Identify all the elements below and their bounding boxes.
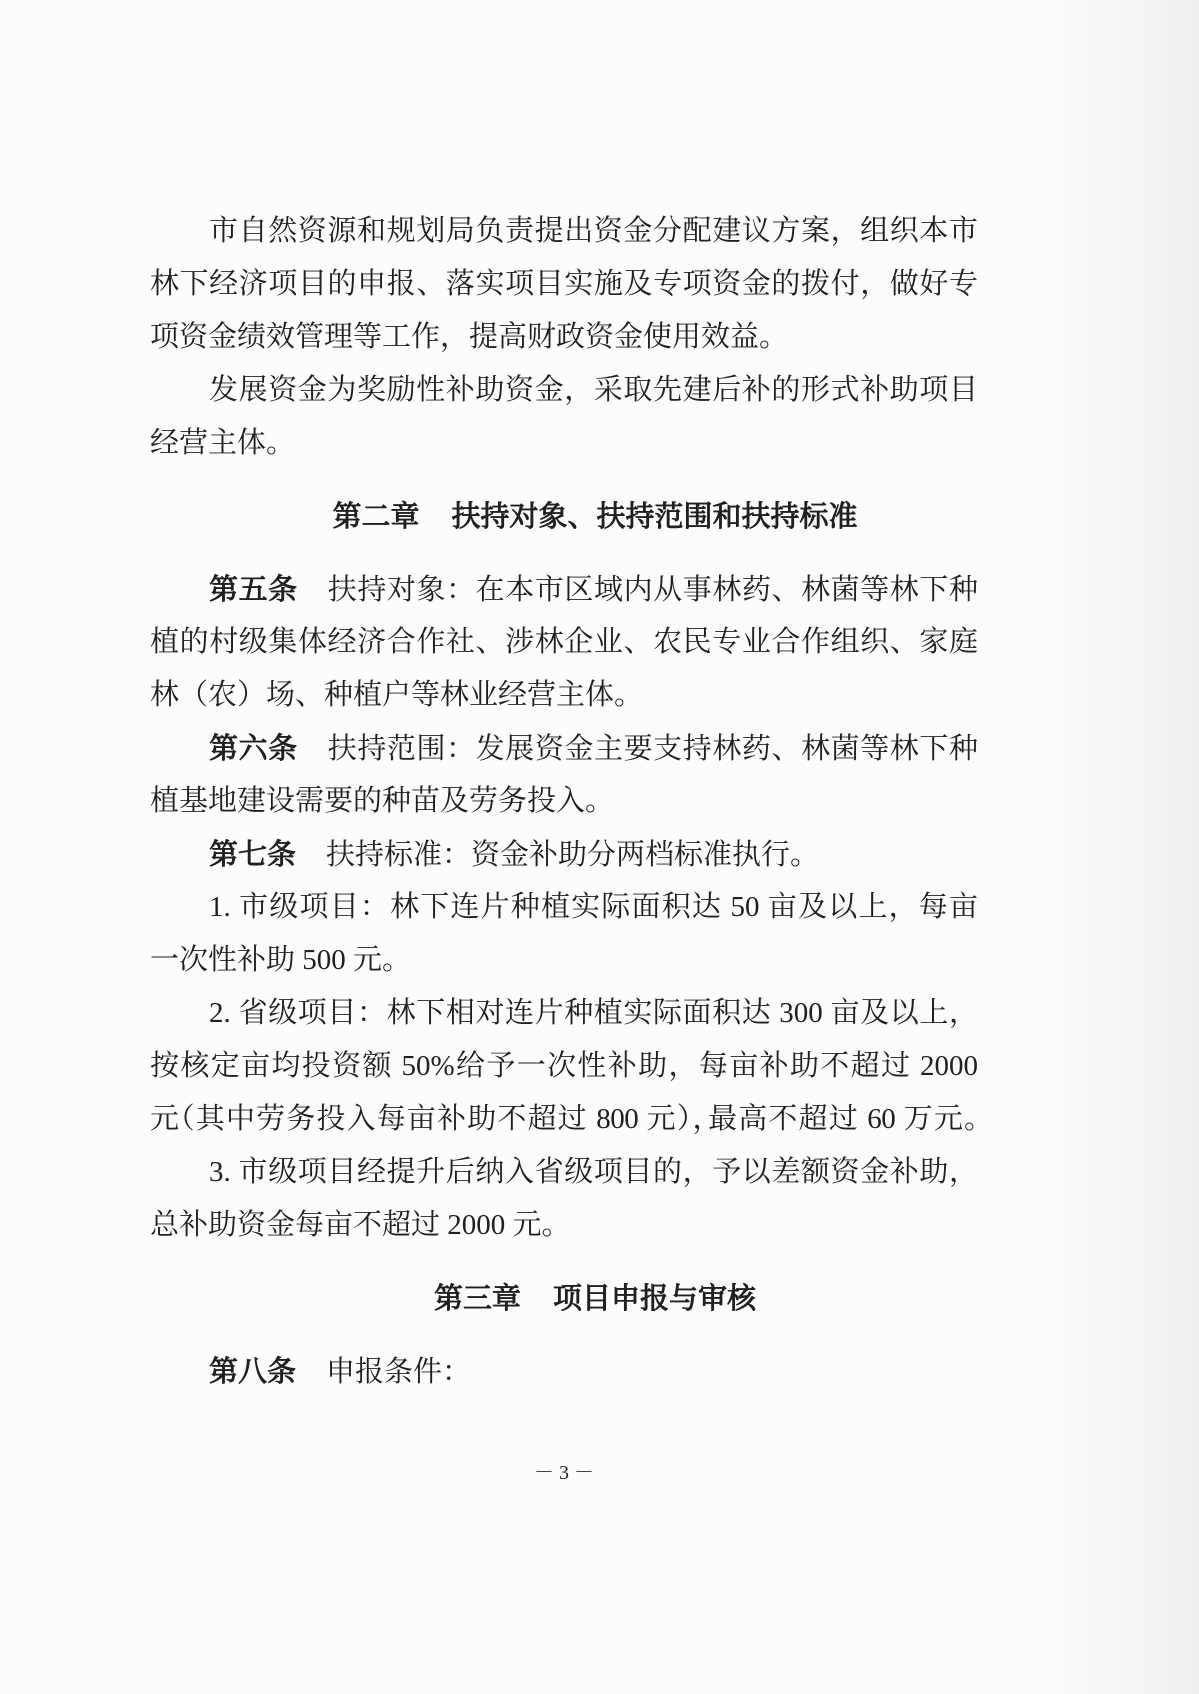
list-item xyxy=(150,1146,978,1252)
article-text: 扶持标准：资金补助分两档标准执行。 xyxy=(326,839,820,871)
article-7 xyxy=(150,828,978,1252)
list-item xyxy=(150,987,978,1146)
text-line: 经营主体。 xyxy=(150,427,296,459)
text-line: 林（农）场、种植户等林业经营主体。 xyxy=(150,679,644,711)
text-line xyxy=(150,722,978,775)
article-label: 第七条 xyxy=(209,837,297,871)
article-label: 第五条 xyxy=(209,572,298,606)
chapter-heading xyxy=(150,1272,978,1325)
text-line: 植的村级集体经济合作社、涉林企业、农民专业合作组织、家庭 xyxy=(150,626,978,658)
chapter-title: 项目申报与审核 xyxy=(553,1281,757,1315)
article-8 xyxy=(150,1345,978,1398)
text-line: 一次性补助 500 元。 xyxy=(150,944,412,976)
paragraph-fund-nature xyxy=(150,364,978,470)
text-line xyxy=(150,1345,978,1398)
text-line: 1. 市级项目：林下连片种植实际面积达 50 亩及以上，每亩 xyxy=(209,891,978,923)
text-line: 发展资金为奖励性补助资金，采取先建后补的形式补助项目 xyxy=(209,374,978,406)
text-line: 项资金绩效管理等工作，提高财政资金使用效益。 xyxy=(150,321,789,353)
chapter-heading xyxy=(150,490,978,543)
chapter-number: 第二章 xyxy=(332,499,420,533)
list-item xyxy=(150,881,978,987)
article-text: 申报条件： xyxy=(326,1356,472,1388)
article-label: 第六条 xyxy=(209,731,298,765)
chapter-number: 第三章 xyxy=(433,1281,521,1315)
text-line xyxy=(150,828,978,881)
page-number: － 3 － xyxy=(534,1462,594,1484)
text-line: 植基地建设需要的种苗及劳务投入。 xyxy=(150,785,615,817)
text-line: 元（其中劳务投入每亩补助不超过 800 元），最高不超过 60 万元。 xyxy=(150,1103,978,1135)
text-line: 2. 省级项目：林下相对连片种植实际面积达 300 亩及以上， xyxy=(209,997,978,1029)
article-5 xyxy=(150,563,978,722)
text-line xyxy=(150,563,978,616)
article-label: 第八条 xyxy=(209,1354,297,1388)
article-text: 扶持对象：在本市区域内从事林药、林菌等林下种 xyxy=(327,574,978,606)
text-line: 市自然资源和规划局负责提出资金分配建议方案，组织本市 xyxy=(209,215,978,247)
text-line: 按核定亩均投资额 50%给予一次性补助，每亩补助不超过 2000 xyxy=(150,1050,978,1082)
page-body xyxy=(150,205,978,1398)
article-6 xyxy=(150,722,978,828)
paragraph-fund-responsibility xyxy=(150,205,978,364)
text-line: 林下经济项目的申报、落实项目实施及专项资金的拨付，做好专 xyxy=(150,268,978,300)
article-text: 扶持范围：发展资金主要支持林药、林菌等林下种 xyxy=(327,733,978,765)
chapter-title: 扶持对象、扶持范围和扶持标准 xyxy=(451,499,858,533)
text-line: 3. 市级项目经提升后纳入省级项目的，予以差额资金补助， xyxy=(209,1156,978,1188)
text-line: 总补助资金每亩不超过 2000 元。 xyxy=(150,1209,571,1241)
